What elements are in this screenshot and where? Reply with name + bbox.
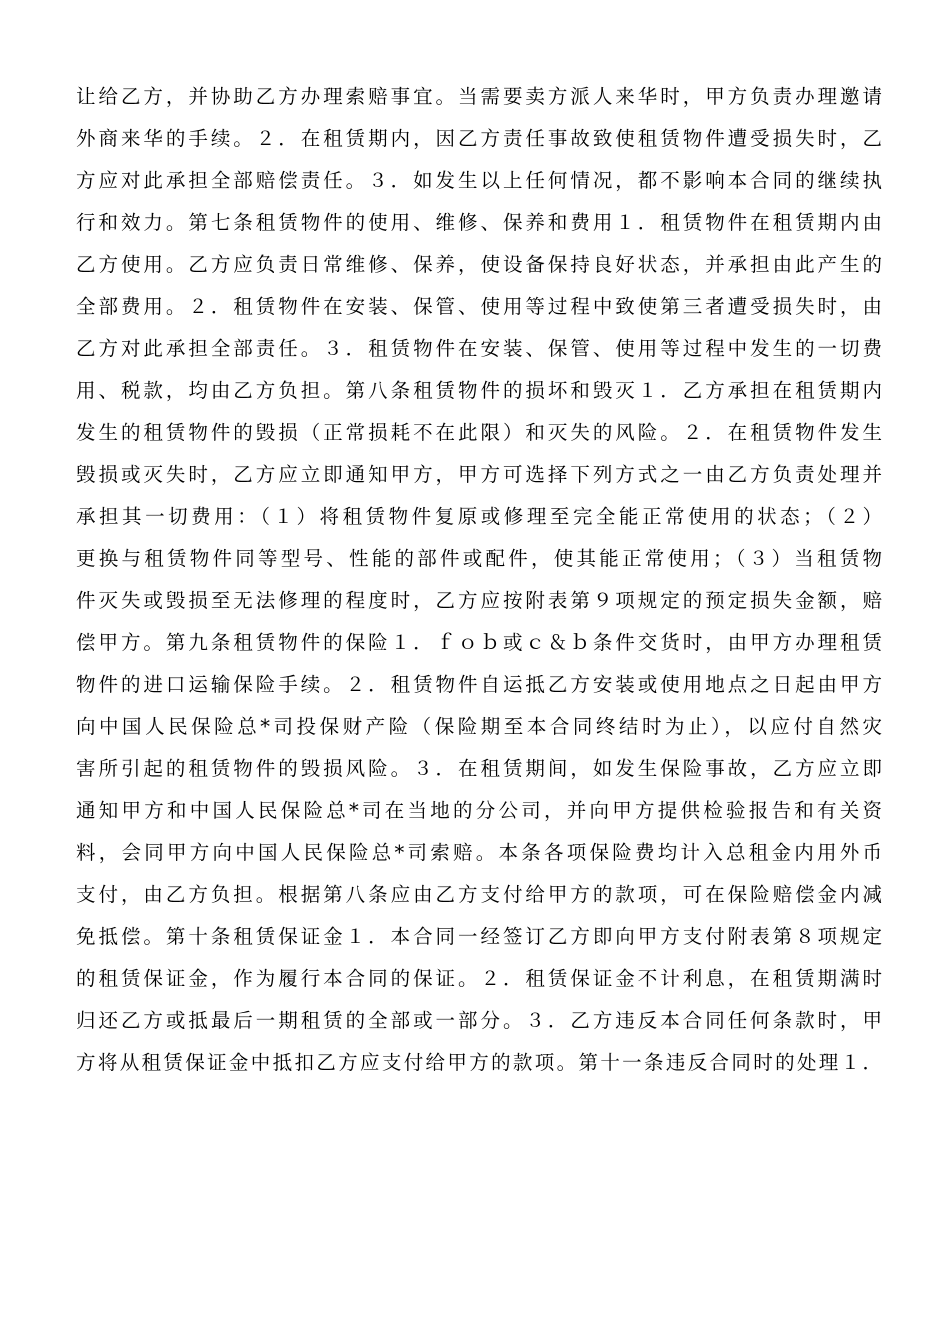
- text-line: 乙方对此承担全部责任。３．租赁物件在安装、保管、使用等过程中发生的一切费: [76, 337, 882, 360]
- text-line: 支付，由乙方负担。根据第八条应由乙方支付给甲方的款项，可在保险赔偿金内减: [76, 883, 882, 906]
- text-line: 物件的进口运输保险手续。２．租赁物件自运抵乙方安装或使用地点之日起由甲方: [76, 673, 882, 696]
- text-line: 全部费用。２．租赁物件在安装、保管、使用等过程中致使第三者遭受损失时，由: [76, 295, 882, 318]
- text-line: 发生的租赁物件的毁损（正常损耗不在此限）和灭失的风险。２．在租赁物件发生: [76, 421, 882, 444]
- text-line: 害所引起的租赁物件的毁损风险。３．在租赁期间，如发生保险事故，乙方应立即: [76, 757, 882, 780]
- text-line: 用、税款，均由乙方负担。第八条租赁物件的损坏和毁灭１．乙方承担在租赁期内: [76, 379, 882, 402]
- text-line: 行和效力。第七条租赁物件的使用、维修、保养和费用１．租赁物件在租赁期内由: [76, 211, 882, 234]
- text-line: 方将从租赁保证金中抵扣乙方应支付给甲方的款项。第十一条违反合同时的处理１．: [76, 1051, 882, 1074]
- text-line: 方应对此承担全部赔偿责任。３．如发生以上任何情况，都不影响本合同的继续执: [76, 169, 882, 192]
- text-line: 件灭失或毁损至无法修理的程度时，乙方应按附表第９项规定的预定损失金额，赔: [76, 589, 882, 612]
- text-line: 通知甲方和中国人民保险总*司在当地的分公司，并向甲方提供检验报告和有关资: [76, 799, 882, 822]
- text-line: 更换与租赁物件同等型号、性能的部件或配件，使其能正常使用；（３）当租赁物: [76, 547, 882, 570]
- text-line: 偿甲方。第九条租赁物件的保险１．ｆｏｂ或ｃ＆ｂ条件交货时，由甲方办理租赁: [76, 631, 882, 654]
- text-line: 让给乙方，并协助乙方办理索赔事宜。当需要卖方派人来华时，甲方负责办理邀请: [76, 85, 882, 108]
- text-line: 外商来华的手续。２．在租赁期内，因乙方责任事故致使租赁物件遭受损失时，乙: [76, 127, 882, 150]
- contract-body-text: [76, 76, 882, 1084]
- text-line: 承担其一切费用：（１）将租赁物件复原或修理至完全能正常使用的状态；（２）: [76, 505, 882, 528]
- text-line: 向中国人民保险总*司投保财产险（保险期至本合同终结时为止），以应付自然灾: [76, 715, 882, 738]
- text-line: 的租赁保证金，作为履行本合同的保证。２．租赁保证金不计利息，在租赁期满时: [76, 967, 882, 990]
- text-line: 毁损或灭失时，乙方应立即通知甲方，甲方可选择下列方式之一由乙方负责处理并: [76, 463, 882, 486]
- text-line: 乙方使用。乙方应负责日常维修、保养，使设备保持良好状态，并承担由此产生的: [76, 253, 882, 276]
- text-line: 归还乙方或抵最后一期租赁的全部或一部分。３．乙方违反本合同任何条款时，甲: [76, 1009, 882, 1032]
- text-line: 免抵偿。第十条租赁保证金１．本合同一经签订乙方即向甲方支付附表第８项规定: [76, 925, 882, 948]
- text-line: 料，会同甲方向中国人民保险总*司索赔。本条各项保险费均计入总租金内用外币: [76, 841, 882, 864]
